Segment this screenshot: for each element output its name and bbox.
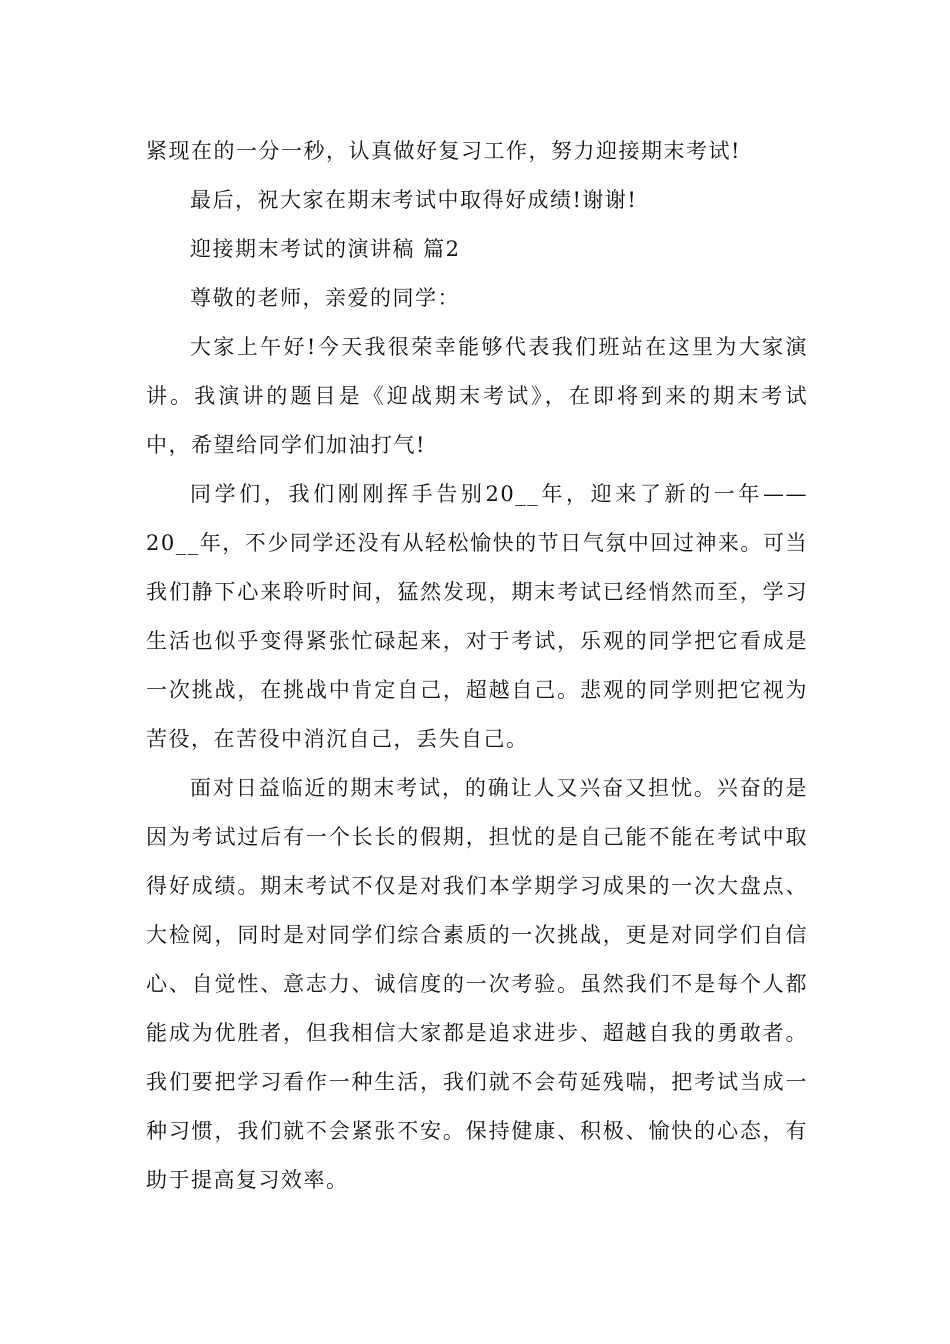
paragraph-6: 同学们，我们刚刚挥手告别20__年，迎来了新的一年——20__年，不少同学还没有从轻松愉快的节日气氛中回过神来。可当我们静下心来聆听时间，猛然发现，期末考试已经悄然而至，学习生活也似乎变得紧张忙碌起来，对于考试，乐观的同学把它看成是一次挑战，在挑战中肯定自己，超越自己。悲观的同学则把它视为苦役，在苦役中消沉自己，丢失自己。: [146, 482, 808, 751]
document-body: [146, 127, 808, 1205]
paragraph-7: 面对日益临近的期末考试，的确让人又兴奋又担忧。兴奋的是因为考试过后有一个长长的假期，担忧的是自己能不能在考试中取得好成绩。期末考试不仅是对我们本学期学习成果的一次大盘点、大检阅，同时是对同学们综合素质的一次挑战，更是对同学们自信心、自觉性、意志力、诚信度的一次考验。虽然我们不是每个人都能成为优胜者，但我相信大家都是追求进步、超越自我的勇敢者。我们要把学习看作一种生活，我们就不会苟延残喘，把考试当成一种习惯，我们就不会紧张不安。保持健康、积极、愉快的心态，有助于提高复习效率。: [146, 776, 808, 1192]
salutation: 尊敬的老师，亲爱的同学：: [190, 286, 460, 310]
paragraph-5: 大家上午好!今天我很荣幸能够代表我们班站在这里为大家演讲。我演讲的题目是《迎战期末考试》，在即将到来的期末考试中，希望给同学们加油打气!: [146, 335, 808, 457]
section-heading: 迎接期末考试的演讲稿 篇2: [190, 237, 461, 261]
paragraph-1: 紧现在的一分一秒，认真做好复习工作，努力迎接期末考试!: [146, 139, 741, 163]
paragraph-2: 最后，祝大家在期末考试中取得好成绩!谢谢!: [190, 188, 638, 212]
